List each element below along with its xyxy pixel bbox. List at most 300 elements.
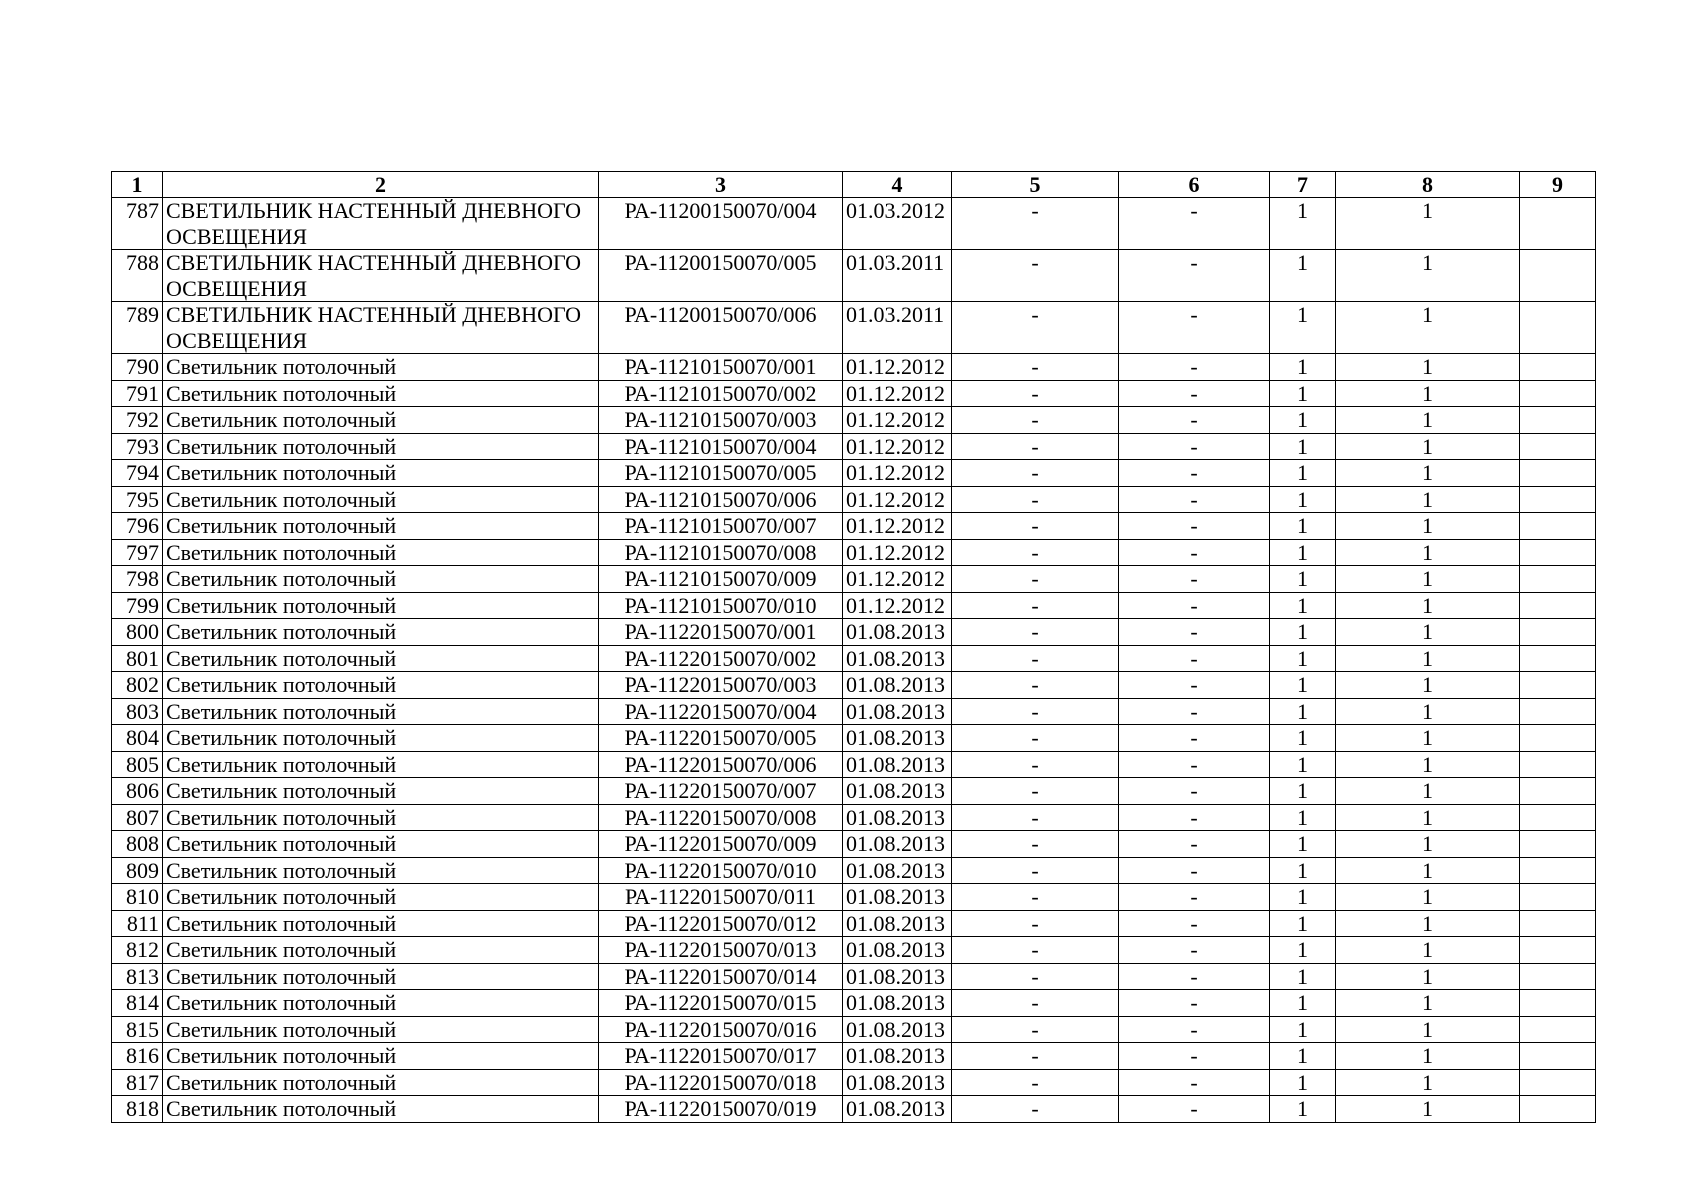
column-7-cell: 1 (1270, 1069, 1336, 1096)
column-header: 2 (163, 172, 599, 198)
row-number-cell: 789 (112, 302, 163, 354)
row-number-cell: 792 (112, 407, 163, 434)
item-name-cell: Светильник потолочный (163, 645, 599, 672)
item-name-cell: СВЕТИЛЬНИК НАСТЕННЫЙ ДНЕВНОГО ОСВЕЩЕНИЯ (163, 302, 599, 354)
table-row (112, 672, 1596, 699)
column-5-cell: - (952, 725, 1119, 752)
inventory-code-cell: РА-11220150070/008 (599, 804, 843, 831)
column-7-cell: 1 (1270, 884, 1336, 911)
column-5-cell: - (952, 990, 1119, 1017)
column-5-cell: - (952, 513, 1119, 540)
column-5-cell: - (952, 1043, 1119, 1070)
row-number-cell: 788 (112, 250, 163, 302)
column-8-cell: 1 (1336, 198, 1520, 250)
date-cell: 01.08.2013 (843, 963, 952, 990)
column-8-cell: 1 (1336, 963, 1520, 990)
inventory-code-cell: РА-11210150070/010 (599, 592, 843, 619)
inventory-code-cell: РА-11210150070/009 (599, 566, 843, 593)
column-9-cell (1520, 937, 1596, 964)
column-9-cell (1520, 778, 1596, 805)
column-7-cell: 1 (1270, 963, 1336, 990)
row-number-cell: 814 (112, 990, 163, 1017)
row-number-cell: 811 (112, 910, 163, 937)
item-name-cell: Светильник потолочный (163, 619, 599, 646)
column-8-cell: 1 (1336, 619, 1520, 646)
date-cell: 01.03.2011 (843, 302, 952, 354)
inventory-code-cell: РА-11210150070/003 (599, 407, 843, 434)
column-5-cell: - (952, 645, 1119, 672)
table-row (112, 198, 1596, 250)
table-row (112, 831, 1596, 858)
column-9-cell (1520, 990, 1596, 1017)
column-8-cell: 1 (1336, 433, 1520, 460)
item-name-cell: Светильник потолочный (163, 486, 599, 513)
table-row (112, 1043, 1596, 1070)
column-5-cell: - (952, 433, 1119, 460)
column-6-cell: - (1119, 354, 1270, 381)
date-cell: 01.12.2012 (843, 407, 952, 434)
column-9-cell (1520, 619, 1596, 646)
item-name-cell: Светильник потолочный (163, 910, 599, 937)
column-7-cell: 1 (1270, 407, 1336, 434)
item-name-cell: Светильник потолочный (163, 433, 599, 460)
column-6-cell: - (1119, 407, 1270, 434)
row-number-cell: 799 (112, 592, 163, 619)
inventory-code-cell: РА-11200150070/004 (599, 198, 843, 250)
column-9-cell (1520, 486, 1596, 513)
column-6-cell: - (1119, 698, 1270, 725)
date-cell: 01.08.2013 (843, 990, 952, 1017)
date-cell: 01.08.2013 (843, 831, 952, 858)
row-number-cell: 805 (112, 751, 163, 778)
date-cell: 01.08.2013 (843, 1069, 952, 1096)
column-6-cell: - (1119, 963, 1270, 990)
date-cell: 01.12.2012 (843, 460, 952, 487)
item-name-cell: Светильник потолочный (163, 354, 599, 381)
column-7-cell: 1 (1270, 460, 1336, 487)
column-5-cell: - (952, 778, 1119, 805)
table-row (112, 539, 1596, 566)
inventory-code-cell: РА-11220150070/016 (599, 1016, 843, 1043)
column-7-cell: 1 (1270, 198, 1336, 250)
column-6-cell: - (1119, 592, 1270, 619)
column-9-cell (1520, 672, 1596, 699)
column-8-cell: 1 (1336, 354, 1520, 381)
column-8-cell: 1 (1336, 751, 1520, 778)
row-number-cell: 812 (112, 937, 163, 964)
table-row (112, 1016, 1596, 1043)
row-number-cell: 802 (112, 672, 163, 699)
table-row (112, 778, 1596, 805)
column-6-cell: - (1119, 672, 1270, 699)
column-5-cell: - (952, 963, 1119, 990)
column-6-cell: - (1119, 778, 1270, 805)
table-row (112, 592, 1596, 619)
item-name-cell: Светильник потолочный (163, 1016, 599, 1043)
column-9-cell (1520, 407, 1596, 434)
row-number-cell: 806 (112, 778, 163, 805)
column-5-cell: - (952, 1069, 1119, 1096)
column-7-cell: 1 (1270, 725, 1336, 752)
inventory-code-cell: РА-11200150070/006 (599, 302, 843, 354)
column-9-cell (1520, 566, 1596, 593)
column-6-cell: - (1119, 486, 1270, 513)
row-number-cell: 817 (112, 1069, 163, 1096)
date-cell: 01.12.2012 (843, 566, 952, 593)
item-name-cell: Светильник потолочный (163, 460, 599, 487)
column-6-cell: - (1119, 619, 1270, 646)
column-9-cell (1520, 804, 1596, 831)
inventory-code-cell: РА-11220150070/017 (599, 1043, 843, 1070)
date-cell: 01.08.2013 (843, 672, 952, 699)
table-row (112, 407, 1596, 434)
table-row (112, 963, 1596, 990)
item-name-cell: Светильник потолочный (163, 751, 599, 778)
item-name-cell: Светильник потолочный (163, 1043, 599, 1070)
row-number-cell: 804 (112, 725, 163, 752)
column-8-cell: 1 (1336, 513, 1520, 540)
column-7-cell: 1 (1270, 698, 1336, 725)
column-8-cell: 1 (1336, 460, 1520, 487)
column-5-cell: - (952, 937, 1119, 964)
column-7-cell: 1 (1270, 910, 1336, 937)
row-number-cell: 790 (112, 354, 163, 381)
column-6-cell: - (1119, 1043, 1270, 1070)
item-name-cell: Светильник потолочный (163, 672, 599, 699)
column-6-cell: - (1119, 884, 1270, 911)
column-9-cell (1520, 645, 1596, 672)
column-9-cell (1520, 198, 1596, 250)
column-8-cell: 1 (1336, 698, 1520, 725)
column-header: 4 (843, 172, 952, 198)
date-cell: 01.08.2013 (843, 751, 952, 778)
inventory-code-cell: РА-11220150070/006 (599, 751, 843, 778)
inventory-code-cell: РА-11220150070/019 (599, 1096, 843, 1123)
column-7-cell: 1 (1270, 380, 1336, 407)
column-5-cell: - (952, 460, 1119, 487)
column-6-cell: - (1119, 937, 1270, 964)
column-9-cell (1520, 1069, 1596, 1096)
column-5-cell: - (952, 198, 1119, 250)
inventory-code-cell: РА-11210150070/001 (599, 354, 843, 381)
header-row (112, 172, 1596, 198)
column-7-cell: 1 (1270, 250, 1336, 302)
column-6-cell: - (1119, 566, 1270, 593)
column-5-cell: - (952, 302, 1119, 354)
column-8-cell: 1 (1336, 937, 1520, 964)
inventory-code-cell: РА-11220150070/003 (599, 672, 843, 699)
table-row (112, 433, 1596, 460)
column-9-cell (1520, 380, 1596, 407)
inventory-code-cell: РА-11220150070/018 (599, 1069, 843, 1096)
column-6-cell: - (1119, 460, 1270, 487)
column-5-cell: - (952, 910, 1119, 937)
table-row (112, 910, 1596, 937)
column-8-cell: 1 (1336, 566, 1520, 593)
column-8-cell: 1 (1336, 592, 1520, 619)
inventory-code-cell: РА-11210150070/002 (599, 380, 843, 407)
column-7-cell: 1 (1270, 672, 1336, 699)
item-name-cell: Светильник потолочный (163, 831, 599, 858)
row-number-cell: 813 (112, 963, 163, 990)
row-number-cell: 803 (112, 698, 163, 725)
inventory-code-cell: РА-11220150070/001 (599, 619, 843, 646)
inventory-code-cell: РА-11220150070/012 (599, 910, 843, 937)
table-row (112, 645, 1596, 672)
column-6-cell: - (1119, 433, 1270, 460)
column-header: 8 (1336, 172, 1520, 198)
column-6-cell: - (1119, 302, 1270, 354)
table-body (112, 198, 1596, 1123)
column-7-cell: 1 (1270, 1096, 1336, 1123)
date-cell: 01.12.2012 (843, 592, 952, 619)
date-cell: 01.12.2012 (843, 354, 952, 381)
date-cell: 01.08.2013 (843, 884, 952, 911)
column-8-cell: 1 (1336, 1069, 1520, 1096)
item-name-cell: Светильник потолочный (163, 539, 599, 566)
column-5-cell: - (952, 672, 1119, 699)
inventory-code-cell: РА-11220150070/011 (599, 884, 843, 911)
date-cell: 01.08.2013 (843, 1096, 952, 1123)
column-9-cell (1520, 1096, 1596, 1123)
row-number-cell: 796 (112, 513, 163, 540)
column-7-cell: 1 (1270, 804, 1336, 831)
table-row (112, 804, 1596, 831)
column-7-cell: 1 (1270, 619, 1336, 646)
table-row (112, 698, 1596, 725)
column-6-cell: - (1119, 198, 1270, 250)
column-8-cell: 1 (1336, 407, 1520, 434)
item-name-cell: СВЕТИЛЬНИК НАСТЕННЫЙ ДНЕВНОГО ОСВЕЩЕНИЯ (163, 250, 599, 302)
item-name-cell: СВЕТИЛЬНИК НАСТЕННЫЙ ДНЕВНОГО ОСВЕЩЕНИЯ (163, 198, 599, 250)
item-name-cell: Светильник потолочный (163, 1096, 599, 1123)
column-header: 9 (1520, 172, 1596, 198)
item-name-cell: Светильник потолочный (163, 566, 599, 593)
column-5-cell: - (952, 486, 1119, 513)
table-row (112, 751, 1596, 778)
column-7-cell: 1 (1270, 857, 1336, 884)
column-6-cell: - (1119, 804, 1270, 831)
column-6-cell: - (1119, 751, 1270, 778)
column-5-cell: - (952, 380, 1119, 407)
table-row (112, 460, 1596, 487)
column-7-cell: 1 (1270, 645, 1336, 672)
column-9-cell (1520, 698, 1596, 725)
column-8-cell: 1 (1336, 725, 1520, 752)
inventory-code-cell: РА-11220150070/009 (599, 831, 843, 858)
column-9-cell (1520, 1016, 1596, 1043)
inventory-code-cell: РА-11220150070/013 (599, 937, 843, 964)
row-number-cell: 791 (112, 380, 163, 407)
column-7-cell: 1 (1270, 566, 1336, 593)
item-name-cell: Светильник потолочный (163, 698, 599, 725)
table-row (112, 857, 1596, 884)
inventory-code-cell: РА-11220150070/007 (599, 778, 843, 805)
date-cell: 01.08.2013 (843, 645, 952, 672)
column-9-cell (1520, 963, 1596, 990)
column-7-cell: 1 (1270, 751, 1336, 778)
table-row (112, 1096, 1596, 1123)
column-5-cell: - (952, 751, 1119, 778)
column-6-cell: - (1119, 831, 1270, 858)
row-number-cell: 800 (112, 619, 163, 646)
column-8-cell: 1 (1336, 645, 1520, 672)
column-8-cell: 1 (1336, 990, 1520, 1017)
table-row (112, 486, 1596, 513)
date-cell: 01.08.2013 (843, 1016, 952, 1043)
column-9-cell (1520, 725, 1596, 752)
column-header: 6 (1119, 172, 1270, 198)
column-5-cell: - (952, 592, 1119, 619)
column-8-cell: 1 (1336, 302, 1520, 354)
column-6-cell: - (1119, 1069, 1270, 1096)
column-9-cell (1520, 592, 1596, 619)
table-row (112, 354, 1596, 381)
row-number-cell: 797 (112, 539, 163, 566)
item-name-cell: Светильник потолочный (163, 592, 599, 619)
column-8-cell: 1 (1336, 1043, 1520, 1070)
inventory-code-cell: РА-11200150070/005 (599, 250, 843, 302)
column-8-cell: 1 (1336, 1096, 1520, 1123)
table-row (112, 513, 1596, 540)
column-8-cell: 1 (1336, 539, 1520, 566)
column-7-cell: 1 (1270, 433, 1336, 460)
column-9-cell (1520, 831, 1596, 858)
inventory-code-cell: РА-11210150070/005 (599, 460, 843, 487)
row-number-cell: 801 (112, 645, 163, 672)
item-name-cell: Светильник потолочный (163, 990, 599, 1017)
column-6-cell: - (1119, 1016, 1270, 1043)
inventory-code-cell: РА-11220150070/002 (599, 645, 843, 672)
column-header: 3 (599, 172, 843, 198)
date-cell: 01.12.2012 (843, 539, 952, 566)
row-number-cell: 798 (112, 566, 163, 593)
column-6-cell: - (1119, 857, 1270, 884)
inventory-code-cell: РА-11210150070/007 (599, 513, 843, 540)
item-name-cell: Светильник потолочный (163, 937, 599, 964)
column-9-cell (1520, 460, 1596, 487)
item-name-cell: Светильник потолочный (163, 513, 599, 540)
column-5-cell: - (952, 857, 1119, 884)
item-name-cell: Светильник потолочный (163, 804, 599, 831)
column-9-cell (1520, 884, 1596, 911)
item-name-cell: Светильник потолочный (163, 407, 599, 434)
item-name-cell: Светильник потолочный (163, 778, 599, 805)
column-8-cell: 1 (1336, 857, 1520, 884)
column-5-cell: - (952, 619, 1119, 646)
column-9-cell (1520, 513, 1596, 540)
row-number-cell: 807 (112, 804, 163, 831)
table-row (112, 884, 1596, 911)
column-6-cell: - (1119, 250, 1270, 302)
column-5-cell: - (952, 250, 1119, 302)
table-row (112, 725, 1596, 752)
column-7-cell: 1 (1270, 1016, 1336, 1043)
column-5-cell: - (952, 1096, 1119, 1123)
item-name-cell: Светильник потолочный (163, 1069, 599, 1096)
column-header: 5 (952, 172, 1119, 198)
inventory-code-cell: РА-11210150070/004 (599, 433, 843, 460)
column-8-cell: 1 (1336, 831, 1520, 858)
row-number-cell: 808 (112, 831, 163, 858)
column-header: 7 (1270, 172, 1336, 198)
column-header: 1 (112, 172, 163, 198)
column-6-cell: - (1119, 645, 1270, 672)
date-cell: 01.08.2013 (843, 698, 952, 725)
column-5-cell: - (952, 831, 1119, 858)
table-row (112, 380, 1596, 407)
column-9-cell (1520, 433, 1596, 460)
column-7-cell: 1 (1270, 302, 1336, 354)
column-6-cell: - (1119, 513, 1270, 540)
column-5-cell: - (952, 884, 1119, 911)
row-number-cell: 810 (112, 884, 163, 911)
column-8-cell: 1 (1336, 380, 1520, 407)
inventory-code-cell: РА-11220150070/015 (599, 990, 843, 1017)
table-row (112, 619, 1596, 646)
column-5-cell: - (952, 354, 1119, 381)
item-name-cell: Светильник потолочный (163, 725, 599, 752)
column-8-cell: 1 (1336, 884, 1520, 911)
column-9-cell (1520, 910, 1596, 937)
column-5-cell: - (952, 539, 1119, 566)
row-number-cell: 818 (112, 1096, 163, 1123)
table-row (112, 937, 1596, 964)
column-8-cell: 1 (1336, 672, 1520, 699)
column-7-cell: 1 (1270, 513, 1336, 540)
column-5-cell: - (952, 804, 1119, 831)
column-6-cell: - (1119, 539, 1270, 566)
column-8-cell: 1 (1336, 910, 1520, 937)
column-5-cell: - (952, 566, 1119, 593)
inventory-code-cell: РА-11210150070/006 (599, 486, 843, 513)
item-name-cell: Светильник потолочный (163, 380, 599, 407)
date-cell: 01.03.2012 (843, 198, 952, 250)
column-6-cell: - (1119, 725, 1270, 752)
item-name-cell: Светильник потолочный (163, 963, 599, 990)
row-number-cell: 794 (112, 460, 163, 487)
date-cell: 01.08.2013 (843, 778, 952, 805)
table-row (112, 990, 1596, 1017)
column-8-cell: 1 (1336, 1016, 1520, 1043)
column-7-cell: 1 (1270, 937, 1336, 964)
column-6-cell: - (1119, 910, 1270, 937)
column-7-cell: 1 (1270, 778, 1336, 805)
column-9-cell (1520, 751, 1596, 778)
column-7-cell: 1 (1270, 990, 1336, 1017)
inventory-code-cell: РА-11220150070/005 (599, 725, 843, 752)
item-name-cell: Светильник потолочный (163, 857, 599, 884)
column-8-cell: 1 (1336, 486, 1520, 513)
column-8-cell: 1 (1336, 250, 1520, 302)
date-cell: 01.12.2012 (843, 486, 952, 513)
date-cell: 01.12.2012 (843, 380, 952, 407)
inventory-table (111, 171, 1596, 1123)
date-cell: 01.03.2011 (843, 250, 952, 302)
column-6-cell: - (1119, 1096, 1270, 1123)
column-6-cell: - (1119, 380, 1270, 407)
row-number-cell: 809 (112, 857, 163, 884)
row-number-cell: 815 (112, 1016, 163, 1043)
row-number-cell: 795 (112, 486, 163, 513)
column-7-cell: 1 (1270, 539, 1336, 566)
table-row (112, 1069, 1596, 1096)
date-cell: 01.08.2013 (843, 804, 952, 831)
date-cell: 01.08.2013 (843, 1043, 952, 1070)
column-9-cell (1520, 302, 1596, 354)
row-number-cell: 787 (112, 198, 163, 250)
inventory-code-cell: РА-11210150070/008 (599, 539, 843, 566)
